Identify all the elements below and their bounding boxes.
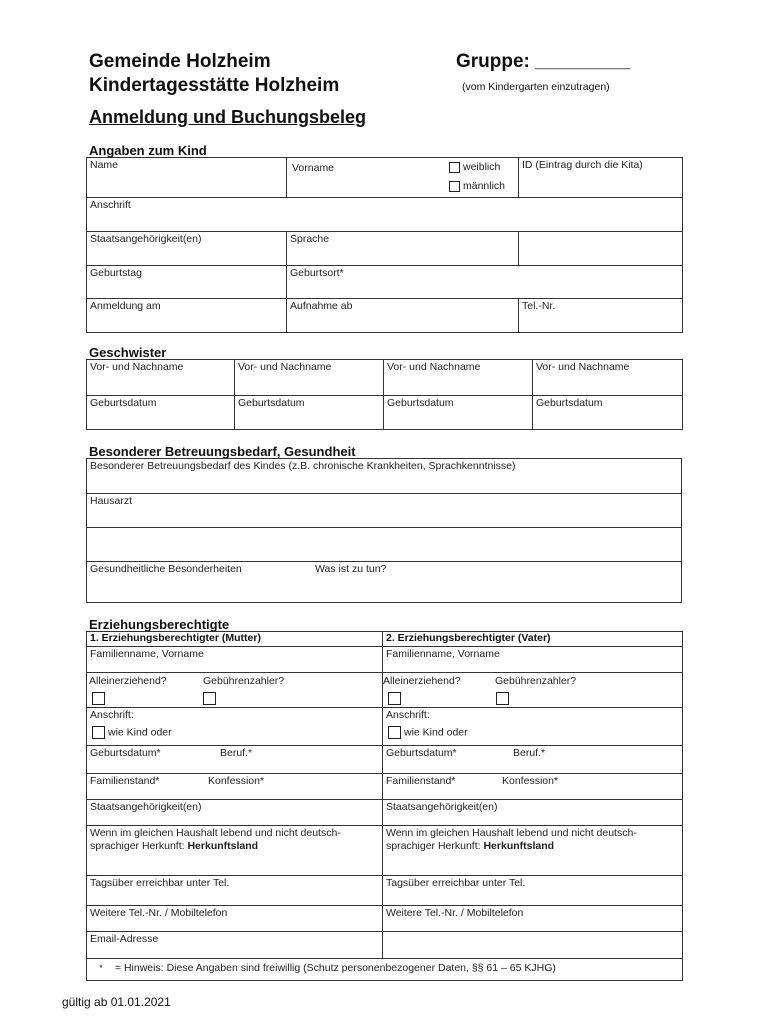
child-name-field[interactable]: [87, 158, 287, 198]
fee-payer-label: Gebührenzahler?: [495, 675, 577, 687]
child-birthday-field[interactable]: [87, 266, 287, 299]
guardian-2-header: [383, 632, 683, 647]
family-name-label: Familienname, Vorname: [386, 648, 500, 660]
child-vorname-field[interactable]: [287, 158, 519, 198]
guardian-1-fee-payer-checkbox[interactable]: [203, 692, 216, 705]
email-label: Email-Adresse: [90, 933, 159, 945]
other-phone-label: Weitere Tel.-Nr. / Mobiltelefon: [90, 907, 228, 919]
religion-label: Konfession*: [502, 775, 559, 787]
marital-status-label: Familienstand*: [90, 775, 160, 787]
profession-label: Beruf.*: [220, 747, 253, 759]
marital-status-label: Familienstand*: [386, 775, 456, 787]
care-section-title: Besonderer Betreuungsbedarf, Gesundheit: [89, 444, 356, 459]
child-language-label: Sprache: [290, 233, 330, 245]
daytime-phone-label: Tagsüber erreichbar unter Tel.: [90, 877, 230, 889]
guardian-1-birth-profession[interactable]: [87, 746, 383, 774]
sibling-2-name-field[interactable]: [235, 360, 384, 396]
guardian-1-same-address-checkbox[interactable]: [92, 726, 105, 739]
child-address-label: Anschrift: [90, 199, 131, 211]
origin-text-2: sprachiger Herkunft:: [386, 840, 481, 852]
child-nationality-field[interactable]: [87, 232, 287, 266]
sibling-4-name-field[interactable]: [533, 360, 683, 396]
guardian-1-nationality-field[interactable]: [87, 800, 383, 826]
child-birthplace-field[interactable]: [287, 266, 683, 299]
address-label: Anschrift:: [386, 709, 430, 721]
guardian-2-flags: [383, 673, 683, 708]
sibling-2-birthdate-field[interactable]: [235, 396, 384, 430]
registration-date-field[interactable]: [87, 299, 287, 333]
guardian-1-name-field[interactable]: [87, 647, 383, 673]
form-title: Anmeldung und Buchungsbeleg: [89, 107, 366, 127]
guardian-2-marital-religion[interactable]: [383, 774, 683, 800]
fee-payer-label: Gebührenzahler?: [203, 675, 285, 687]
origin-text: Wenn im gleichen Haushalt lebend und nicht deutsch-: [90, 827, 341, 839]
note-star: *: [99, 963, 103, 973]
daytime-phone-label: Tagsüber erreichbar unter Tel.: [386, 877, 526, 889]
registration-date-label: Anmeldung am: [90, 300, 161, 312]
guardian-1-single-parent-checkbox[interactable]: [92, 692, 105, 705]
guardian-2-daytime-phone-field[interactable]: [383, 876, 683, 906]
special-needs-field[interactable]: [87, 459, 682, 494]
child-address-field[interactable]: [87, 198, 683, 232]
same-as-child-label: wie Kind oder: [404, 726, 468, 739]
address-label: Anschrift:: [90, 709, 134, 721]
guardian-1-same-address-option[interactable]: [92, 726, 172, 739]
child-phone-field[interactable]: [519, 299, 683, 333]
child-language-field[interactable]: [287, 232, 519, 266]
birthdate-label: Geburtsdatum*: [386, 747, 457, 759]
care-table: [86, 458, 682, 603]
guardian-1-title: 1. Erziehungsberechtigter (Mutter): [90, 632, 261, 644]
birthdate-label: Geburtsdatum*: [90, 747, 161, 759]
care-blank-field[interactable]: [87, 528, 682, 562]
female-checkbox[interactable]: [449, 162, 460, 173]
privacy-note-row: [87, 959, 683, 981]
guardian-1-marital-religion[interactable]: [87, 774, 383, 800]
siblings-section-title: Geschwister: [89, 345, 167, 360]
guardian-2-other-phone-field[interactable]: [383, 906, 683, 932]
guardians-section-title: Erziehungsberechtigte: [89, 617, 230, 632]
guardian-1-address-field[interactable]: [87, 708, 383, 746]
doctor-label: Hausarzt: [90, 495, 133, 507]
sibling-name-label: Vor- und Nachname: [238, 361, 332, 373]
sibling-3-birthdate-field[interactable]: [384, 396, 533, 430]
male-checkbox[interactable]: [449, 181, 460, 192]
male-label: männlich: [463, 180, 506, 192]
guardian-2-nationality-field[interactable]: [383, 800, 683, 826]
child-extra-field[interactable]: [519, 232, 683, 266]
guardian-1-header: [87, 632, 383, 647]
child-birthplace-label: Geburtsort*: [290, 267, 344, 279]
valid-from-text: gültig ab 01.01.2021: [62, 995, 171, 1009]
guardian-2-address-field[interactable]: [383, 708, 683, 746]
single-parent-label: Alleinerziehend?: [89, 675, 167, 687]
guardian-1-other-phone-field[interactable]: [87, 906, 383, 932]
guardian-1-origin-field[interactable]: [87, 826, 383, 876]
sibling-birthdate-label: Geburtsdatum: [536, 397, 603, 409]
nationality-label: Staatsangehörigkeit(en): [386, 801, 498, 813]
female-option[interactable]: [449, 161, 500, 173]
sibling-name-label: Vor- und Nachname: [536, 361, 630, 373]
sibling-3-name-field[interactable]: [384, 360, 533, 396]
other-phone-label: Weitere Tel.-Nr. / Mobiltelefon: [386, 907, 524, 919]
child-id-field[interactable]: [519, 158, 683, 198]
sibling-birthdate-label: Geburtsdatum: [387, 397, 454, 409]
sibling-1-birthdate-field[interactable]: [87, 396, 235, 430]
same-as-child-label: wie Kind oder: [108, 726, 172, 739]
sibling-name-label: Vor- und Nachname: [90, 361, 184, 373]
origin-country-label: Herkunftsland: [483, 840, 555, 852]
single-parent-label: Alleinerziehend?: [383, 675, 461, 687]
health-field[interactable]: [87, 562, 682, 603]
guardian-2-email-field[interactable]: [383, 932, 683, 959]
child-vorname-label: Vorname: [292, 162, 335, 174]
sibling-birthdate-label: Geburtsdatum: [90, 397, 157, 409]
guardian-2-fee-payer-checkbox[interactable]: [496, 692, 509, 705]
facility-name: Kindertagesstätte Holzheim: [89, 75, 340, 96]
group-note: (vom Kindergarten einzutragen): [462, 81, 610, 93]
guardian-1-email-field[interactable]: [87, 932, 383, 959]
privacy-note: = Hinweis: Diese Angaben sind freiwillig (Schutz personenbezogener Daten, §§ 61 – 65 KJHG): [114, 962, 556, 974]
child-id-label: ID (Eintrag durch die Kita): [522, 159, 643, 171]
admission-date-label: Aufnahme ab: [290, 300, 353, 312]
guardian-2-single-parent-checkbox[interactable]: [388, 692, 401, 705]
siblings-table: [86, 359, 683, 430]
guardian-1-flags: [87, 673, 383, 708]
group-label: Gruppe: _________: [456, 51, 631, 72]
religion-label: Konfession*: [208, 775, 265, 787]
guardians-table: [86, 631, 683, 981]
child-birthday-label: Geburtstag: [90, 267, 142, 279]
guardian-2-title: 2. Erziehungsberechtigter (Vater): [386, 632, 551, 644]
child-table: [86, 157, 683, 333]
health-label: Gesundheitliche Besonderheiten: [90, 563, 242, 575]
male-option[interactable]: [449, 180, 505, 192]
guardian-2-birth-profession[interactable]: [383, 746, 683, 774]
sibling-1-name-field[interactable]: [87, 360, 235, 396]
guardian-1-daytime-phone-field[interactable]: [87, 876, 383, 906]
origin-country-label: Herkunftsland: [187, 840, 259, 852]
municipality-name: Gemeinde Holzheim: [89, 51, 271, 72]
sibling-name-label: Vor- und Nachname: [387, 361, 481, 373]
sibling-4-birthdate-field[interactable]: [533, 396, 683, 430]
profession-label: Beruf.*: [513, 747, 546, 759]
admission-date-field[interactable]: [287, 299, 519, 333]
guardian-2-same-address-option[interactable]: [388, 726, 468, 739]
female-label: weiblich: [463, 161, 501, 173]
guardian-2-name-field[interactable]: [383, 647, 683, 673]
child-name-label: Name: [90, 159, 119, 171]
origin-text-2: sprachiger Herkunft:: [90, 840, 185, 852]
sibling-birthdate-label: Geburtsdatum: [238, 397, 305, 409]
guardian-2-same-address-checkbox[interactable]: [388, 726, 401, 739]
origin-text: Wenn im gleichen Haushalt lebend und nicht deutsch-: [386, 827, 637, 839]
family-name-label: Familienname, Vorname: [90, 648, 204, 660]
what-to-do-label: Was ist zu tun?: [315, 563, 387, 575]
child-section-title: Angaben zum Kind: [89, 143, 207, 158]
nationality-label: Staatsangehörigkeit(en): [90, 801, 202, 813]
child-nationality-label: Staatsangehörigkeit(en): [90, 233, 202, 245]
special-needs-label: Besonderer Betreuungsbedarf des Kindes (z.B. chronische Krankheiten, Sprachkenntnisse): [90, 460, 516, 472]
child-phone-label: Tel.-Nr.: [522, 300, 556, 312]
doctor-field[interactable]: [87, 494, 682, 528]
guardian-2-origin-field[interactable]: [383, 826, 683, 876]
